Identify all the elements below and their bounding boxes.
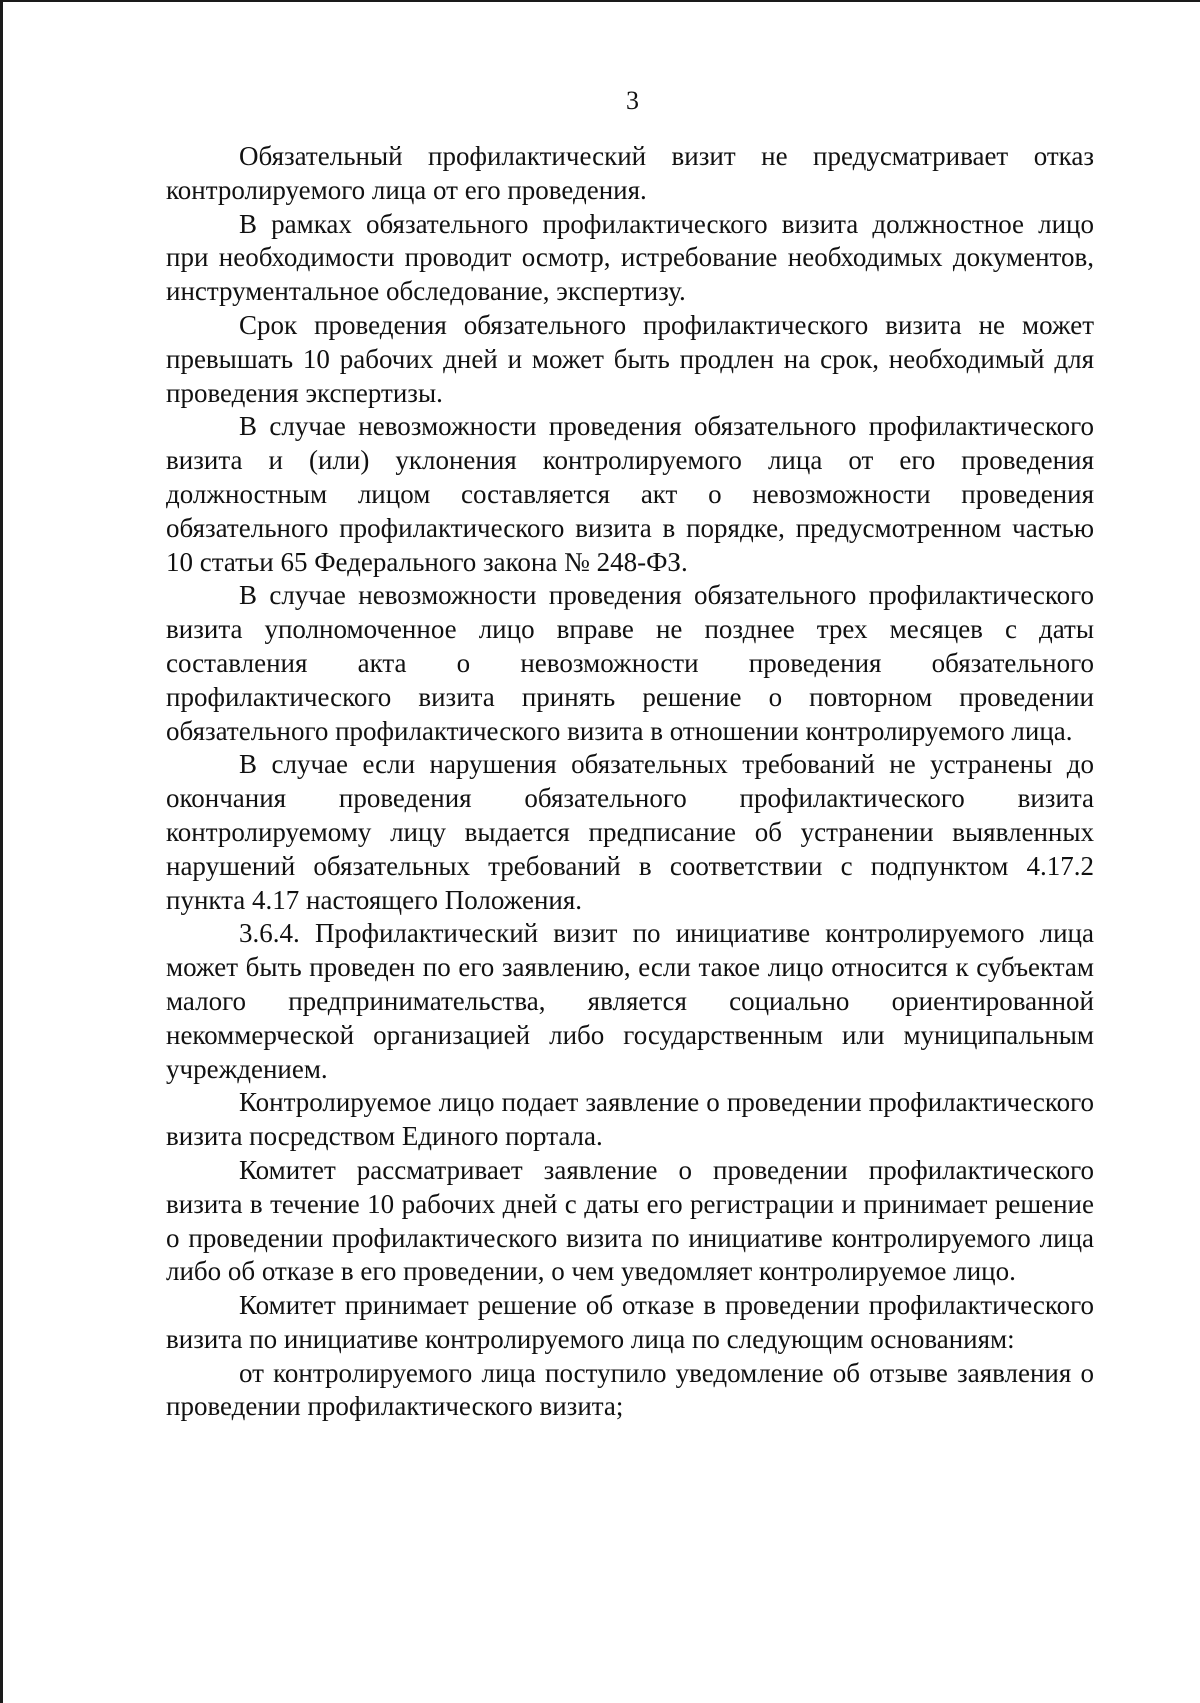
document-body xyxy=(166,140,1094,1424)
paragraph: Комитет рассматривает заявление о проведении профилактического визита в течение 10 рабочих дней с даты его регистрации и принимает решение о проведении профилактического визита по инициативе контролируемого лица либо об отказе в его проведении, о чем уведомляет контролируемое лицо. xyxy=(166,1154,1094,1287)
scan-edge-left xyxy=(0,0,3,1703)
paragraph: В случае если нарушения обязательных требований не устранены до окончания проведения обязательного профилактического визита контролируемому лицу выдается предписание об устранении выявленных нарушений обязательных требований в соответствии с подпунктом 4.17.2 пункта 4.17 настоящего Положения. xyxy=(166,749,1094,915)
paragraph: Обязательный профилактический визит не предусматривает отказ контролируемого лица от его проведения. xyxy=(166,141,1094,205)
paragraph: В случае невозможности проведения обязательного профилактического визита и (или) уклонения контролируемого лица от его проведения должностным лицом составляется акт о невозможности проведения обязательного профилактического визита в порядке, предусмотренном частью 10 статьи 65 Федерального закона № 248-ФЗ. xyxy=(166,411,1094,577)
paragraph: от контролируемого лица поступило уведомление об отзыве заявления о проведении профилактического визита; xyxy=(166,1357,1094,1422)
paragraph: 3.6.4. Профилактический визит по инициативе контролируемого лица может быть проведен по его заявлению, если такое лицо относится к субъектам малого предпринимательства, является социально ориентированной некоммерческой организацией либо государственным или муниципальным учреждением. xyxy=(166,918,1094,1084)
paragraph: В случае невозможности проведения обязательного профилактического визита уполномоченное лицо вправе не позднее трех месяцев с даты составления акта о невозможности проведения обязательного профилактического визита принять решение о повторном проведении обязательного профилактического визита в отношении контролируемого лица. xyxy=(166,580,1094,746)
page-number: 3 xyxy=(626,86,639,115)
paragraph: Комитет принимает решение об отказе в проведении профилактического визита по инициативе контролируемого лица по следующим основаниям: xyxy=(166,1290,1094,1354)
scan-edge-top xyxy=(0,0,1200,2)
paragraph: Срок проведения обязательного профилактического визита не может превышать 10 рабочих дней и может быть продлен на срок, необходимый для проведения экспертизы. xyxy=(166,309,1094,408)
paragraph: Контролируемое лицо подает заявление о проведении профилактического визита посредством Единого портала. xyxy=(166,1087,1094,1152)
paragraph: В рамках обязательного профилактического визита должностное лицо при необходимости проводит осмотр, истребование необходимых документов, инструментальное обследование, экспертизу. xyxy=(166,208,1094,307)
